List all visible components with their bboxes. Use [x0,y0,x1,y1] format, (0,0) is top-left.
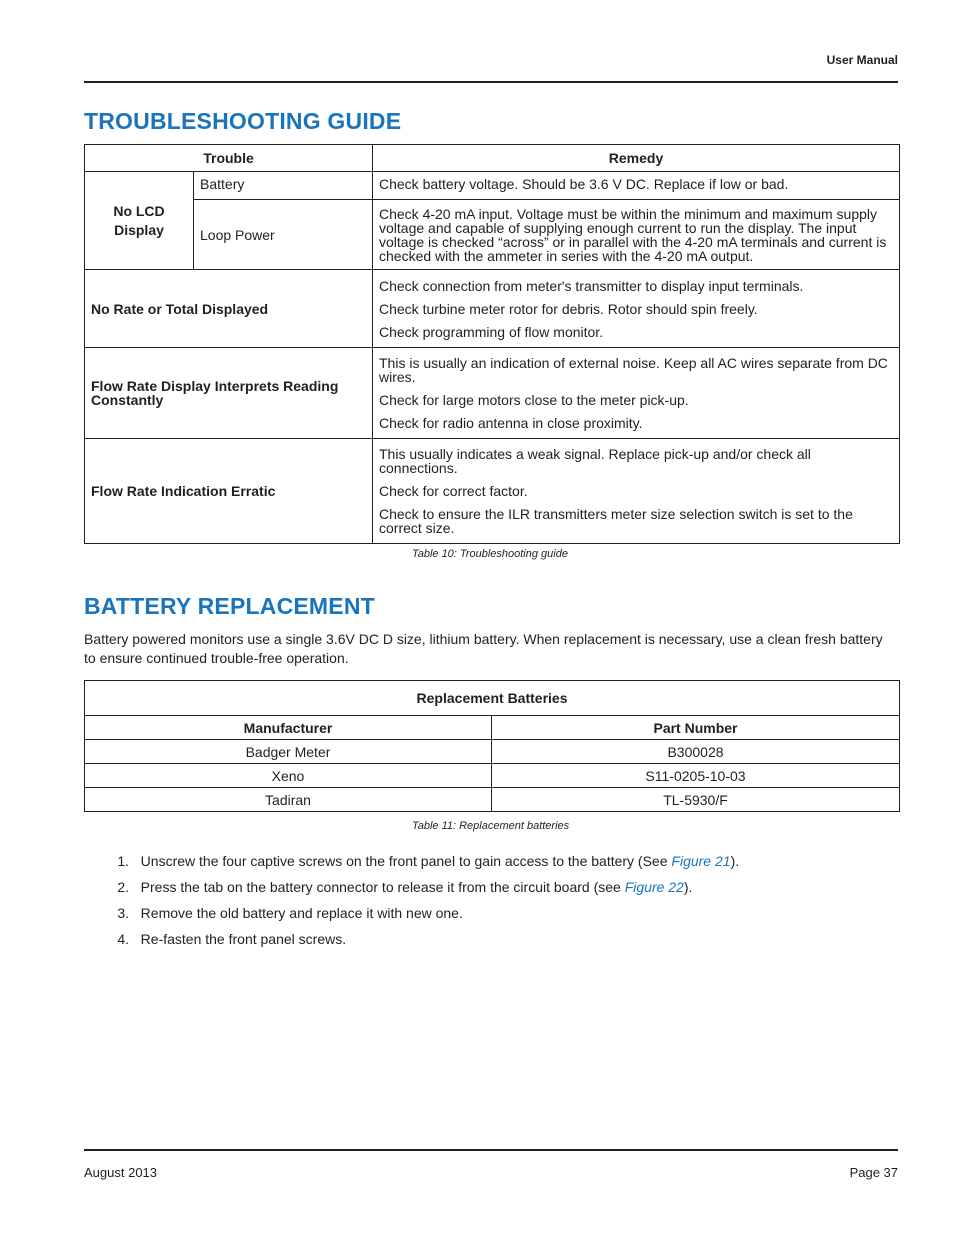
table-row [85,200,900,270]
remedy-display-interprets [373,348,900,439]
table-row [85,740,900,764]
table-title-row [85,681,900,716]
footer-date: August 2013 [84,1165,158,1180]
trouble-no-lcd-line2: Display [114,221,164,238]
part-number-cell: TL-5930/F [492,788,900,812]
table-header-row [85,145,900,172]
remedy-text: Check 4-20 mA input. Voltage must be within the minimum and maximum supply voltage and capable of supplying enough current to run the display. The input voltage is checked “across” or in parallel with the 4-20 mA terminals and current is checked with the ammeter in series with the 4-20 mA output. [379,205,887,264]
table-header-row [85,716,900,740]
running-header: User Manual [826,53,898,67]
table-row [85,172,900,200]
table-row [85,439,900,544]
remedy-erratic [373,439,900,544]
footer-rule [84,1149,898,1151]
table-caption: Table 10: Troubleshooting guide [412,548,568,560]
battery-table [84,680,900,812]
remedy-text: Check to ensure the ILR transmitters meter size selection switch is set to the correct size. [379,506,853,536]
col-header-trouble: Trouble [85,145,373,172]
step-text-end: ). [683,879,693,895]
remedy-text: Check for radio antenna in close proximity. [379,415,643,431]
page-number: Page 37 [849,1165,898,1180]
list-item [84,902,739,928]
trouble-no-lcd-line1: No LCD [113,202,165,219]
remedy-text: Check programming of flow monitor. [379,323,604,340]
manufacturer-cell: Xeno [85,764,492,788]
replacement-steps [84,850,739,954]
trouble-erratic: Flow Rate Indication Erratic [85,439,373,544]
part-number-cell: B300028 [492,740,900,764]
remedy-battery: Check battery voltage. Should be 3.6 V DC. Replace if low or bad. [373,172,900,200]
remedy-text: Check for large motors close to the meter pick-up. [379,392,689,408]
step-text: Unscrew the four captive screws on the front panel to gain access to the battery (See [140,853,672,869]
figure-link[interactable]: Figure 21 [671,853,731,869]
list-item [84,928,739,954]
step-text-end: ). [730,853,740,869]
troubleshooting-title: TROUBLESHOOTING GUIDE [84,108,402,134]
col-header-remedy: Remedy [373,145,900,172]
list-item [84,850,739,876]
table-row [85,348,900,439]
step-number: 3. [117,905,129,921]
header-rule [84,81,898,83]
step-number: 2. [117,879,129,895]
step-number: 1. [117,853,129,869]
table-row [85,788,900,812]
step-text: Re-fasten the front panel screws. [140,931,347,947]
table-row [85,764,900,788]
remedy-text: Check for correct factor. [379,483,528,499]
manufacturer-cell: Tadiran [85,788,492,812]
battery-intro: Battery powered monitors use a single 3.6V DC D size, lithium battery. When replacement is necessary, use a clean fresh battery to ensure continued trouble-free operation. [84,631,883,666]
remedy-text: Check connection from meter's transmitter to display input terminals. [379,277,804,294]
trouble-display-interprets: Flow Rate Display Interprets Reading Constantly [85,348,373,439]
remedy-loop-power [373,200,900,270]
col-header-manufacturer: Manufacturer [85,716,492,740]
step-text: Remove the old battery and replace it with new one. [140,905,463,921]
remedy-text: Check turbine meter rotor for debris. Rotor should spin freely. [379,300,758,317]
trouble-no-lcd [85,172,194,270]
remedy-no-rate [373,270,900,348]
remedy-text: This is usually an indication of external noise. Keep all AC wires separate from DC wires. [379,355,888,385]
table-row [85,270,900,348]
part-number-cell: S11-0205-10-03 [492,764,900,788]
sub-trouble-battery: Battery [194,172,373,200]
figure-link[interactable]: Figure 22 [624,879,684,895]
table-caption: Table 11: Replacement batteries [412,820,570,832]
trouble-no-rate: No Rate or Total Displayed [85,270,373,348]
sub-trouble-loop-power: Loop Power [194,200,373,270]
step-text: Press the tab on the battery connector to release it from the circuit board (see [140,879,625,895]
list-item [84,876,739,902]
battery-title: BATTERY REPLACEMENT [84,593,375,619]
troubleshooting-table [84,144,900,544]
battery-table-title: Replacement Batteries [85,681,900,716]
manufacturer-cell: Badger Meter [85,740,492,764]
step-number: 4. [117,931,129,947]
remedy-text: This usually indicates a weak signal. Replace pick-up and/or check all connections. [379,446,811,476]
col-header-part-number: Part Number [492,716,900,740]
